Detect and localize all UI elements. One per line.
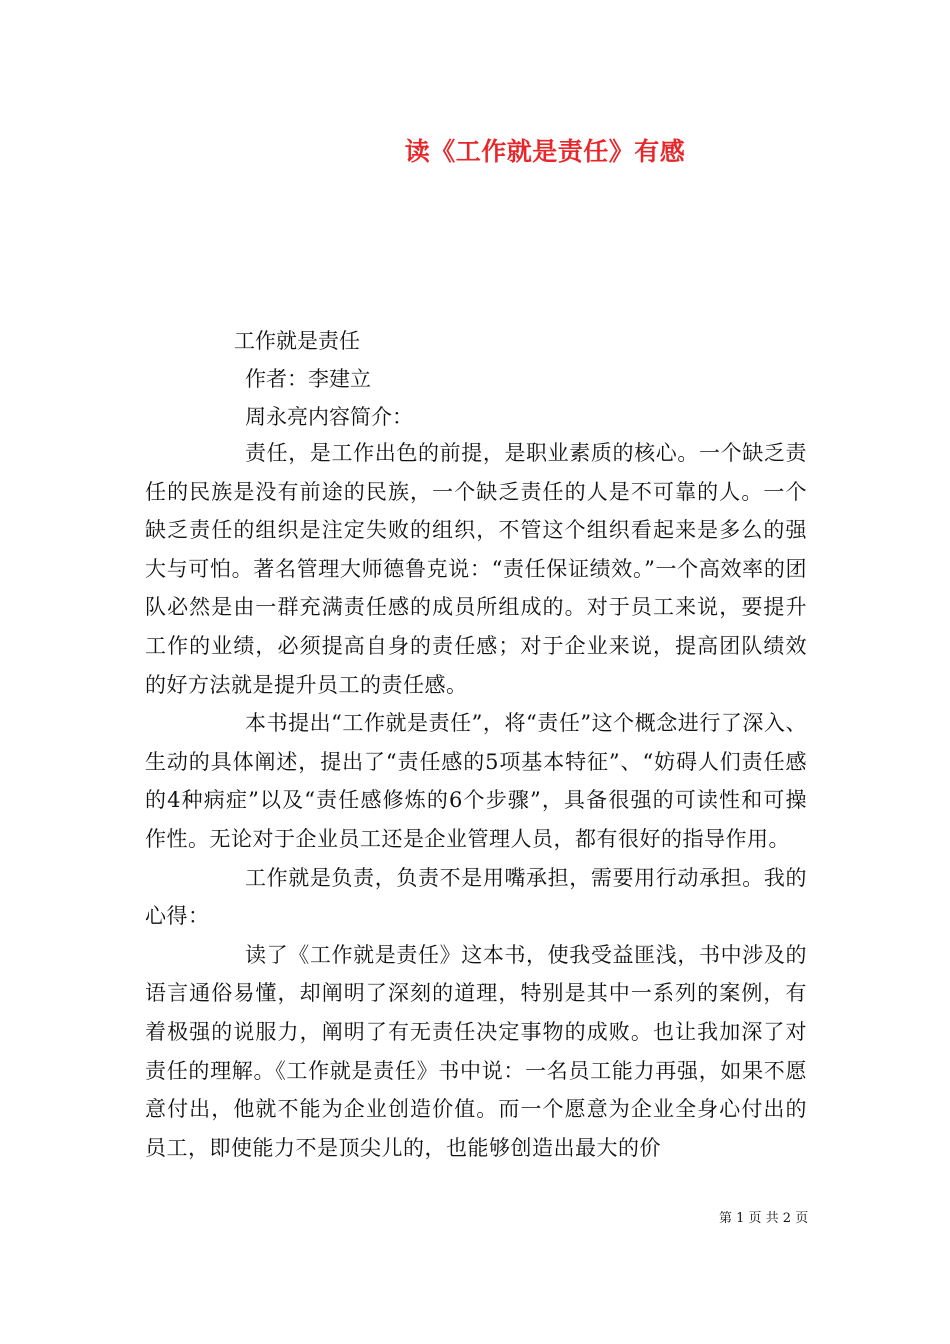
intro-line: 周永亮内容简介： (245, 405, 413, 429)
paragraph-2: 本书提出“工作就是责任”，将“责任”这个概念进行了深入、生动的具体阐述，提出了“责任感的5项基本特征”、“妨碍人们责任感的4种病症”以及“责任感修炼的6个步骤”，具备很强的可读性和可操作性。无论对于企业员工还是企业管理人员，都有很好的指导作用。 (145, 711, 807, 851)
document-body (145, 434, 807, 1167)
paragraph-1: 责任，是工作出色的前提，是职业素质的核心。一个缺乏责任的民族是没有前途的民族，一个缺乏责任的人是不可靠的人。一个缺乏责任的组织是注定失败的组织，不管这个组织看起来是多么的强大与可怕。著名管理大师德鲁克说：“责任保证绩效。”一个高效率的团队必然是由一群充满责任感的成员所组成的。对于员工来说，要提升工作的业绩，必须提高自身的责任感；对于企业来说，提高团队绩效的好方法就是提升员工的责任感。 (145, 441, 807, 697)
paragraph-4: 读了《工作就是责任》这本书，使我受益匪浅，书中涉及的语言通俗易懂，却阐明了深刻的道理，特别是其中一系列的案例，有着极强的说服力，阐明了有无责任决定事物的成败。也让我加深了对责任的理解。《工作就是责任》书中说：一名员工能力再强，如果不愿意付出，他就不能为企业创造价值。而一个愿意为企业全身心付出的员工，即使能力不是顶尖儿的，也能够创造出最大的价 (145, 942, 807, 1160)
book-title-line: 工作就是责任 (234, 329, 360, 353)
paragraph-3: 工作就是负责，负责不是用嘴承担，需要用行动承担。我的心得： (145, 865, 807, 929)
page-footer: 第 1 页 共 2 页 (719, 1211, 809, 1226)
author-line: 作者：李建立 (245, 367, 371, 391)
document-title: 读《工作就是责任》有感 (404, 137, 686, 166)
